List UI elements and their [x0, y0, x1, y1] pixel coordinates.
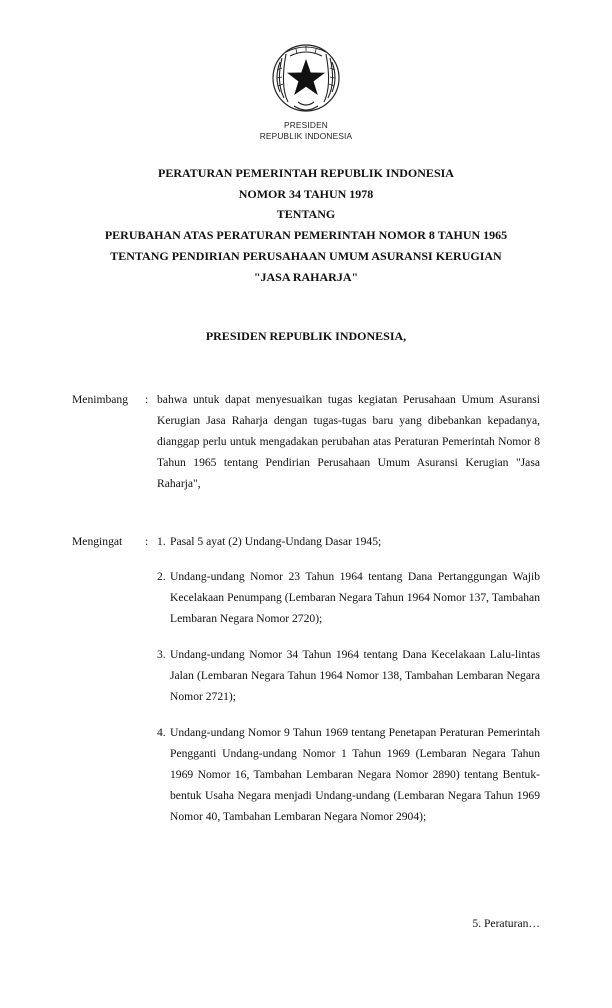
document-title	[0, 163, 612, 287]
title-line: TENTANG	[276, 207, 336, 222]
title-line: "JASA RAHARJA"	[253, 269, 359, 284]
menimbang-colon: :	[145, 393, 149, 406]
mengingat-item	[157, 644, 540, 707]
title-line: PERATURAN PEMERINTAH REPUBLIK INDONESIA	[158, 166, 454, 180]
mengingat-item	[157, 722, 540, 827]
item-number: 4.	[157, 726, 166, 739]
item-number: 1.	[157, 535, 166, 548]
item-text: Undang-undang Nomor 23 Tahun 1964 tentang Dana Pertanggungan Wajib Kecelakaan Penumpang (Lembaran Negara Tahun 1964 Nomor 137, Tambahan Lembaran Negara Nomor 2720);	[170, 570, 540, 625]
menimbang-text: bahwa untuk dapat menyesuaikan tugas kegiatan Perusahaan Umum Asuransi Kerugian Jasa Raharja dengan tugas-tugas baru yang dibebankan kepadanya, dianggap perlu untuk mengadakan perubahan atas Peraturan Pemerintah Nomor 8 Tahun 1965 tentang Pendirian Perusahaan Umum Asuransi Kerugian "Jasa Raharja",	[157, 393, 540, 490]
emblem-caption-presiden: PRESIDEN	[283, 120, 329, 130]
emblem-caption-republik: REPUBLIK INDONESIA	[259, 131, 353, 141]
menimbang-label: Menimbang	[72, 393, 129, 406]
item-text: Pasal 5 ayat (2) Undang-Undang Dasar 1945;	[170, 535, 382, 548]
mengingat-label: Mengingat	[72, 535, 123, 548]
item-number: 3.	[157, 648, 166, 661]
continuation-marker: 5. Peraturan…	[472, 917, 540, 930]
mengingat-colon: :	[145, 535, 149, 548]
garuda-star-wreath-emblem-icon	[266, 40, 346, 120]
title-line: NOMOR 34 TAHUN 1978	[238, 186, 374, 201]
title-line: TENTANG PENDIRIAN PERUSAHAAN UMUM ASURANSI KERUGIAN	[110, 248, 502, 263]
item-number: 2.	[157, 570, 166, 583]
item-text: Undang-undang Nomor 34 Tahun 1964 tentang Dana Kecelakaan Lalu-lintas Jalan (Lembaran Negara Tahun 1964 Nomor 138, Tambahan Lembaran Negara Nomor 2721);	[170, 648, 540, 703]
issuer-heading: PRESIDEN REPUBLIK INDONESIA,	[205, 329, 407, 343]
mengingat-item	[157, 531, 540, 552]
title-line: PERUBAHAN ATAS PERATURAN PEMERINTAH NOMOR 8 TAHUN 1965	[104, 228, 508, 243]
item-text: Undang-undang Nomor 9 Tahun 1969 tentang Penetapan Peraturan Pemerintah Pengganti Undang-undang Nomor 1 Tahun 1969 (Lembaran Negara Tahun 1969 Nomor 16, Tambahan Lembaran Negara Nomor 2890) tentang Bentuk-bentuk Usaha Negara menjadi Undang-undang (Lembaran Negara Tahun 1969 Nomor 40, Tambahan Lembaran Negara Nomor 2904);	[170, 726, 540, 823]
mengingat-item	[157, 566, 540, 629]
